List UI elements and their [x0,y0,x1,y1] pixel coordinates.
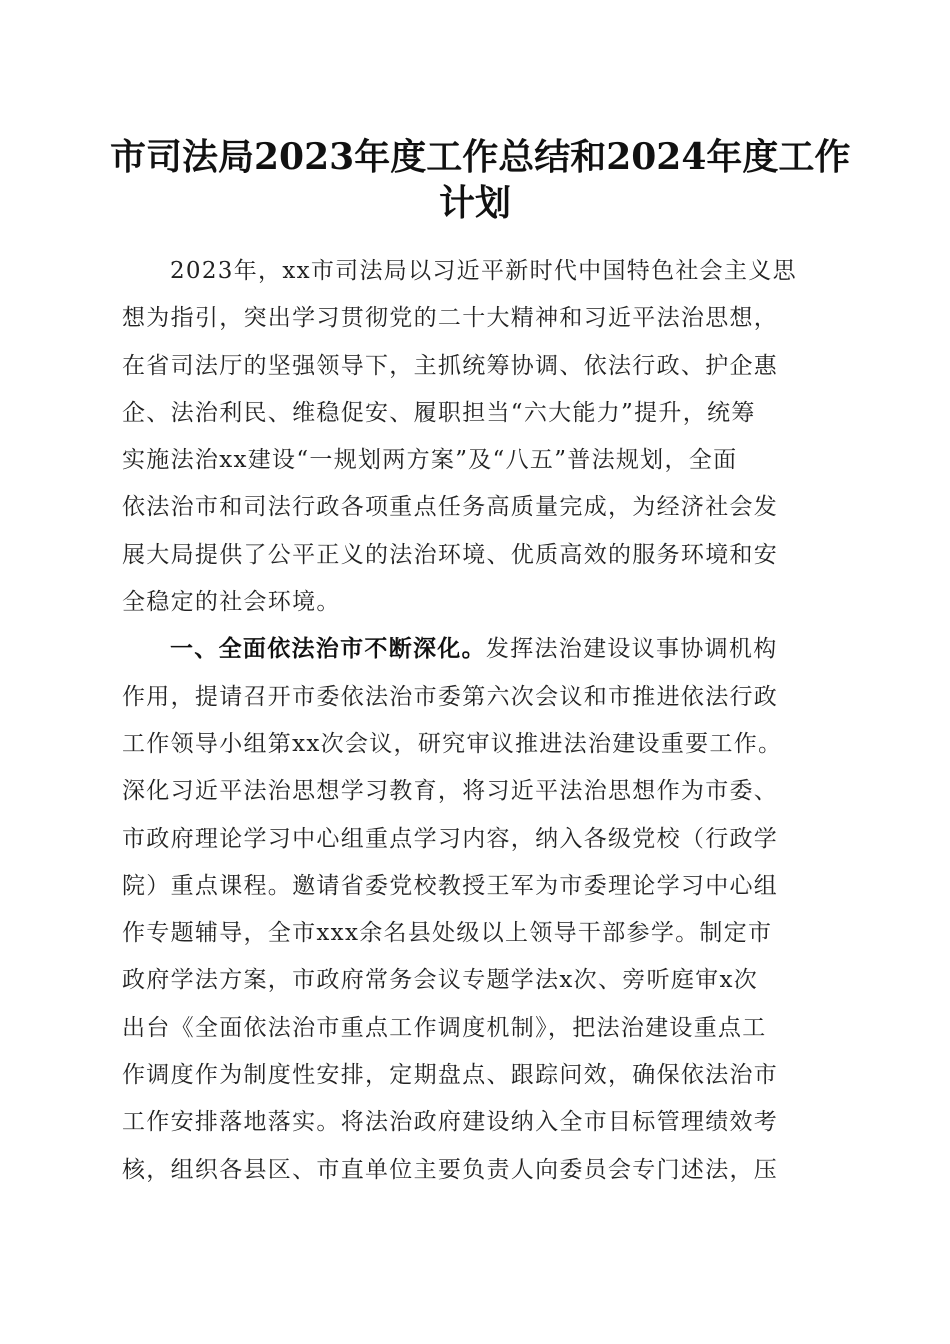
section1-line: 核，组织各县区、市直单位主要负责人向委员会专门述法，压 [122,1156,779,1183]
intro-line: 在省司法厅的坚强领导下，主抓统筹协调、依法行政、护企惠 [122,352,779,379]
section1-heading: 一、全面依法治市不断深化。 [170,636,486,663]
section1-line: 工作领导小组第xx次会议，研究审议推进法治建设重要工作。 [122,730,783,757]
intro-line: 企、法治利民、维稳促安、履职担当“六大能力”提升，统筹 [122,399,756,426]
intro-line: 想为指引，突出学习贯彻党的二十大精神和习近平法治思想， [122,305,779,332]
section1-first-line [122,626,832,673]
intro-line: 依法治市和司法行政各项重点任务高质量完成，为经济社会发 [122,494,779,521]
intro-line: 实施法治xx建设“一规划两方案”及“八五”普法规划，全面 [122,447,738,474]
section1-line: 作调度作为制度性安排，定期盘点、跟踪问效，确保依法治市 [122,1062,779,1089]
section1-line: 市政府理论学习中心组重点学习内容，纳入各级党校（行政学 [122,825,779,852]
intro-line: 2023年，xx市司法局以习近平新时代中国特色社会主义思 [170,258,797,284]
document-title [110,134,851,226]
section1-line: 作专题辅导，全市xxx余名县处级以上领导干部参学。制定市 [122,920,773,947]
section1-line: 政府学法方案，市政府常务会议专题学法x次、旁听庭审x次 [122,967,759,994]
section1-first-line-rest: 发挥法治建设议事协调机构 [485,636,778,663]
title-line-2: 计划 [438,182,511,224]
title-line-1: 市司法局2023年度工作总结和2024年度工作 [110,136,851,178]
intro-line: 展大局提供了公平正义的法治环境、优质高效的服务环境和安 [122,541,779,568]
section1-line: 深化习近平法治思想学习教育，将习近平法治思想作为市委、 [122,778,779,805]
document-body [122,248,832,1194]
section1-line: 作用，提请召开市委依法治市委第六次会议和市推进依法行政 [122,683,779,710]
section1-line: 出台《全面依法治市重点工作调度机制》，把法治建设重点工 [122,1014,767,1041]
section1-line: 工作安排落地落实。将法治政府建设纳入全市目标管理绩效考 [122,1109,779,1136]
section1-line: 院）重点课程。邀请省委党校教授王军为市委理论学习中心组 [122,872,779,899]
intro-line: 全稳定的社会环境。 [122,589,341,616]
